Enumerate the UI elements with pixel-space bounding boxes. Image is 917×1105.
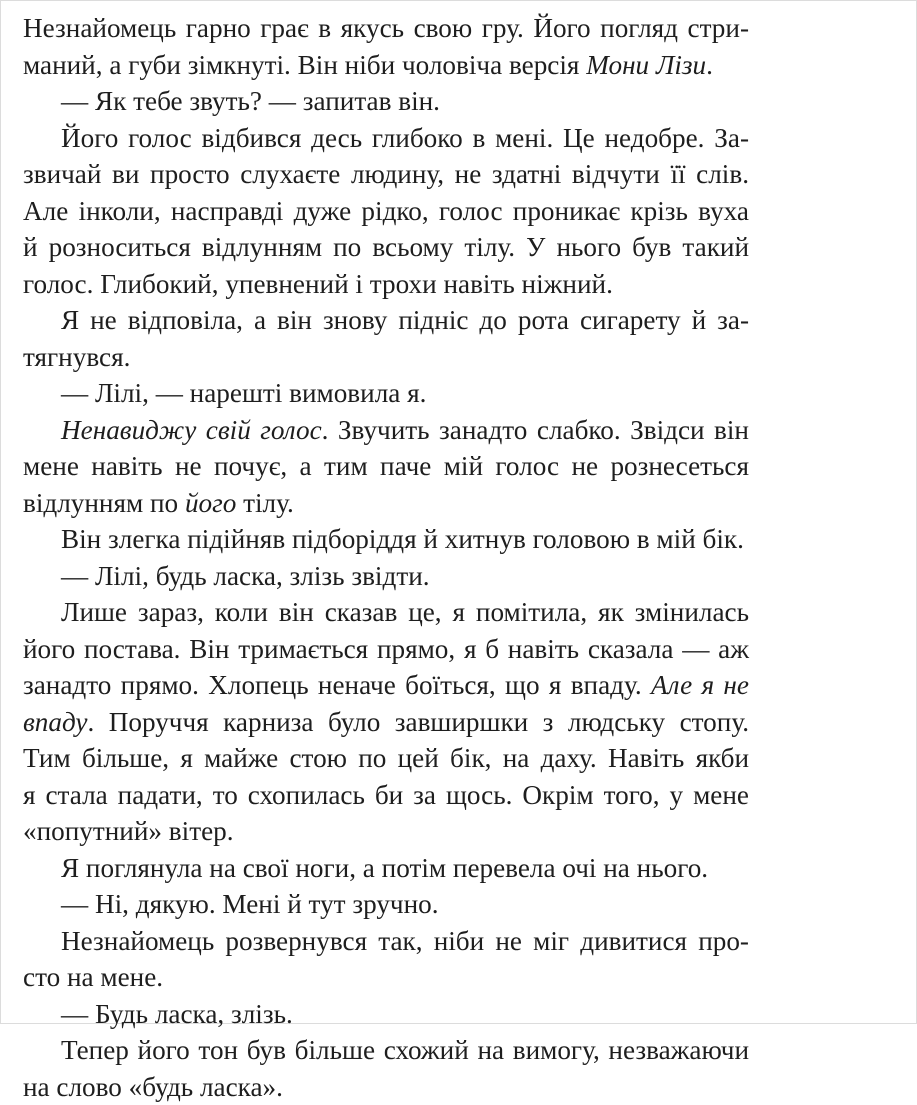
text-run: — Будь ласка, злізь. bbox=[61, 999, 293, 1029]
text-run: голос. Глибокий, упевнений і трохи навіть ніжний. bbox=[23, 269, 613, 299]
italic-text: Мони Лізи bbox=[586, 50, 706, 80]
text-run: занадто прямо. Хлопець неначе боїться, що я впаду. bbox=[23, 670, 651, 700]
text-run: Його голос відбився десь глибоко в мені. Це недобре. За- bbox=[61, 123, 749, 153]
text-line bbox=[23, 923, 749, 960]
text-line bbox=[23, 412, 749, 449]
text-run: відлунням по bbox=[23, 488, 185, 518]
text-run: звичай ви просто слухаєте людину, не здатні відчути її слів. bbox=[23, 159, 749, 189]
text-run: — Лілі, — нарешті вимовила я. bbox=[61, 378, 426, 408]
text-run: — Лілі, будь ласка, злізь звідти. bbox=[61, 561, 430, 591]
text-line bbox=[23, 850, 749, 887]
text-line bbox=[23, 813, 749, 850]
text-run: на слово «будь ласка». bbox=[23, 1072, 283, 1102]
italic-text: його bbox=[185, 488, 236, 518]
text-line bbox=[23, 302, 749, 339]
text-line bbox=[23, 667, 749, 704]
text-run: Я не відповіла, а він знову підніс до рота сигарету й за- bbox=[61, 305, 749, 335]
italic-text: впаду bbox=[23, 707, 87, 737]
text-run: Лише зараз, коли він сказав це, я помітила, як змінилась bbox=[61, 597, 749, 627]
text-run: Він злегка підійняв підборіддя й хитнув головою в мій бік. bbox=[61, 524, 744, 554]
text-run: я стала падати, то схопилась би за щось. Окрім того, у мене bbox=[23, 780, 749, 810]
text-line bbox=[23, 229, 749, 266]
text-run: — Як тебе звуть? — запитав він. bbox=[61, 86, 440, 116]
text-run: . bbox=[706, 50, 713, 80]
text-run: маний, а губи зімкнуті. Він ніби чоловіча версія bbox=[23, 50, 586, 80]
text-line bbox=[23, 631, 749, 668]
text-run: Тим більше, я майже стою по цей бік, на даху. Навіть якби bbox=[23, 743, 749, 773]
text-line bbox=[23, 558, 749, 595]
text-line bbox=[23, 156, 749, 193]
text-line bbox=[23, 996, 749, 1033]
text-line bbox=[23, 521, 749, 558]
text-run: Тепер його тон був більше схожий на вимогу, незважаючи bbox=[61, 1035, 749, 1065]
text-line bbox=[23, 704, 749, 741]
text-line bbox=[23, 1032, 749, 1069]
text-line bbox=[23, 375, 749, 412]
text-line bbox=[23, 339, 749, 376]
text-run: — Ні, дякую. Мені й тут зручно. bbox=[61, 889, 439, 919]
text-run: й розноситься відлунням по всьому тілу. У нього був такий bbox=[23, 232, 749, 262]
text-run: його постава. Він тримається прямо, я б навіть сказала — аж bbox=[23, 634, 749, 664]
italic-text: Але я не bbox=[651, 670, 749, 700]
text-run: тягнувся. bbox=[23, 342, 130, 372]
text-line bbox=[23, 10, 749, 47]
text-run: Я поглянула на свої ноги, а потім перевела очі на нього. bbox=[61, 853, 708, 883]
text-line bbox=[23, 120, 749, 157]
text-line bbox=[23, 886, 749, 923]
text-run: тілу. bbox=[236, 488, 293, 518]
text-run: Але інколи, насправді дуже рідко, голос проникає крізь вуха bbox=[23, 196, 749, 226]
text-line bbox=[23, 448, 749, 485]
italic-text: Ненавиджу свій голос bbox=[61, 415, 322, 445]
text-line bbox=[23, 959, 749, 996]
text-line bbox=[23, 266, 749, 303]
text-run: мене навіть не почує, а тим паче мій голос не рознесеться bbox=[23, 451, 749, 481]
text-line bbox=[23, 1069, 749, 1105]
text-run: сто на мене. bbox=[23, 962, 163, 992]
text-line bbox=[23, 594, 749, 631]
body-text bbox=[23, 10, 749, 1105]
text-line bbox=[23, 193, 749, 230]
text-line bbox=[23, 777, 749, 814]
text-line bbox=[23, 83, 749, 120]
text-run: Незнайомець розвернувся так, ніби не міг дивитися про- bbox=[61, 926, 749, 956]
text-line bbox=[23, 485, 749, 522]
text-run: Незнайомець гарно грає в якусь свою гру. Його погляд стри- bbox=[23, 13, 749, 43]
text-line bbox=[23, 740, 749, 777]
text-line bbox=[23, 47, 749, 84]
text-run: «попутний» вітер. bbox=[23, 816, 234, 846]
text-run: . Звучить занадто слабко. Звідси він bbox=[322, 415, 749, 445]
text-run: . Поруччя карниза було завширшки з людську стопу. bbox=[87, 707, 749, 737]
